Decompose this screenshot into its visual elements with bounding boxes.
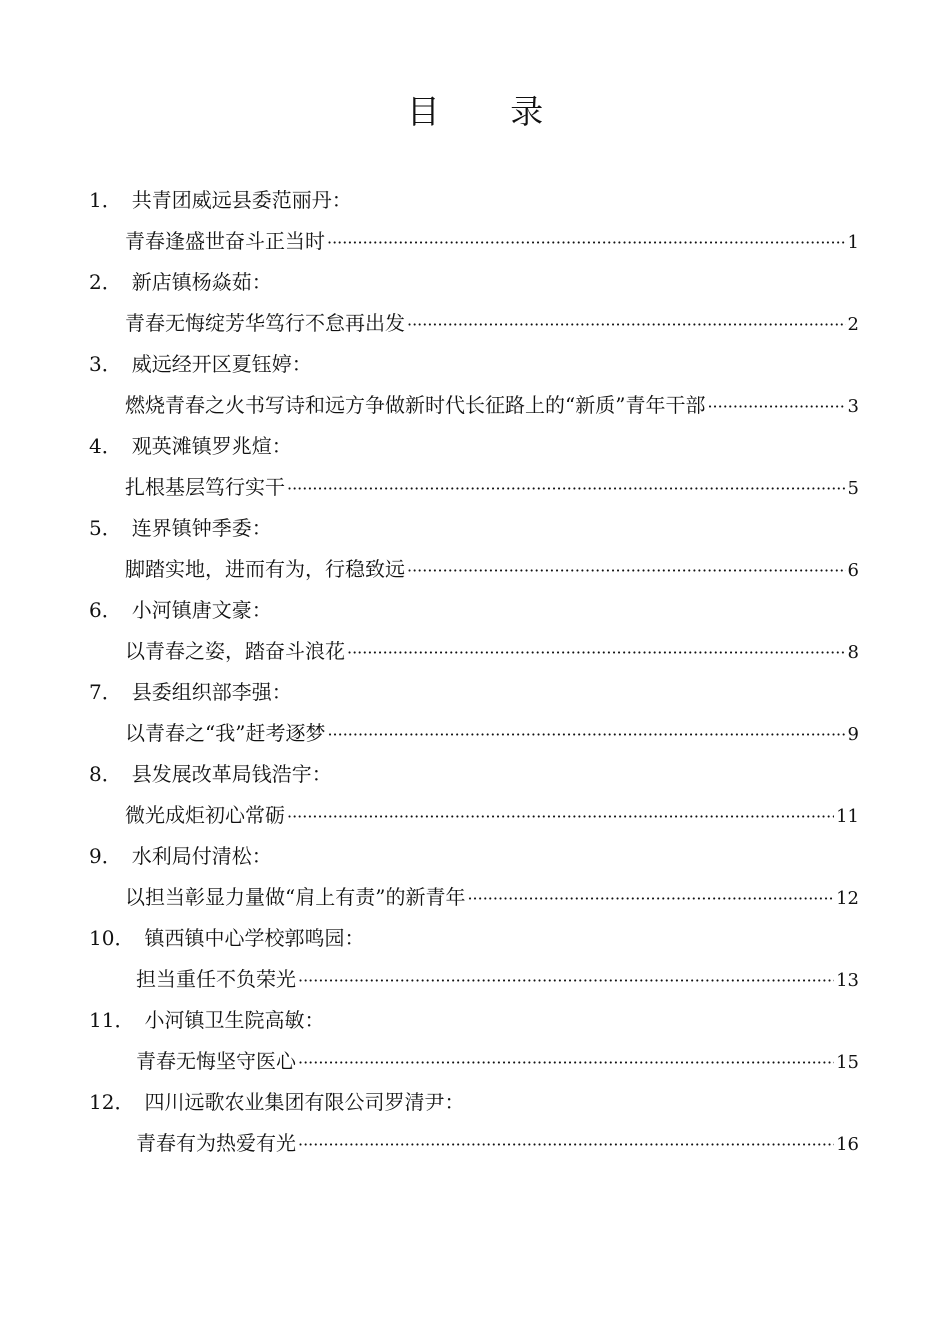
entry-title: 担当重任不负荣光	[136, 967, 296, 991]
entry-heading	[89, 1083, 464, 1121]
entry-heading	[89, 837, 272, 875]
entry-author: 四川远歌农业集团有限公司罗清尹：	[144, 1090, 465, 1114]
entry-title-line[interactable]	[136, 1124, 859, 1162]
dot-leader	[347, 634, 846, 672]
entry-title-line[interactable]	[136, 960, 859, 998]
entry-title: 以青春之“我”赶考逐梦	[125, 721, 326, 745]
dot-leader	[298, 1126, 834, 1164]
entry-heading	[89, 919, 364, 957]
entry-page-number: 15	[836, 1052, 859, 1073]
entry-number: 6．	[89, 598, 122, 622]
entry-title: 脚踏实地，进而有为，行稳致远	[125, 557, 405, 581]
toc-entry	[0, 673, 950, 755]
toc-entry	[0, 755, 950, 837]
entry-title: 以担当彰显力量做“肩上有责”的新青年	[125, 885, 466, 909]
entry-page-number: 12	[836, 888, 859, 909]
toc-entry	[0, 345, 950, 427]
entry-title-line[interactable]	[125, 714, 859, 752]
entry-page-number: 16	[836, 1134, 859, 1155]
entry-heading	[89, 427, 292, 465]
entry-author: 新店镇杨焱茹：	[131, 270, 272, 294]
dot-leader	[287, 798, 834, 836]
dot-leader	[327, 224, 846, 262]
dot-leader	[298, 1044, 834, 1082]
page-title: 目 录	[406, 92, 574, 131]
entry-page-number: 2	[847, 314, 859, 335]
entry-author: 观英滩镇罗兆煊：	[131, 434, 292, 458]
entry-title-line[interactable]	[125, 632, 859, 670]
entry-heading	[89, 755, 332, 793]
entry-title-line[interactable]	[125, 878, 859, 916]
entry-title: 以青春之姿，踏奋斗浪花	[125, 639, 345, 663]
dot-leader	[407, 306, 846, 344]
entry-number: 9．	[89, 844, 122, 868]
entry-title: 微光成炬初心常砺	[125, 803, 285, 827]
dot-leader	[467, 880, 834, 918]
toc-entry	[0, 263, 950, 345]
dot-leader	[287, 470, 846, 508]
entry-number: 10．	[89, 926, 135, 950]
entry-number: 2．	[89, 270, 122, 294]
toc-entry	[0, 837, 950, 919]
entry-author: 共青团威远县委范丽丹：	[131, 188, 352, 212]
entry-page-number: 9	[847, 724, 859, 745]
entry-heading	[89, 345, 312, 383]
entry-number: 3．	[89, 352, 122, 376]
entry-page-number: 3	[847, 396, 859, 417]
entry-page-number: 13	[836, 970, 859, 991]
entry-number: 11．	[89, 1008, 135, 1032]
entry-heading	[89, 1001, 324, 1039]
dot-leader	[707, 388, 845, 426]
entry-number: 1．	[89, 188, 122, 212]
entry-author: 小河镇唐文豪：	[131, 598, 272, 622]
entry-page-number: 8	[847, 642, 859, 663]
entry-title: 扎根基层笃行实干	[125, 475, 285, 499]
entry-title: 青春有为热爱有光	[136, 1131, 296, 1155]
toc-entry	[0, 1083, 950, 1165]
toc-entry	[0, 1001, 950, 1083]
entry-heading	[89, 591, 272, 629]
toc-entry	[0, 591, 950, 673]
entry-author: 连界镇钟季委：	[131, 516, 272, 540]
dot-leader	[327, 716, 845, 754]
entry-author: 镇西镇中心学校郭鸣园：	[144, 926, 365, 950]
entry-page-number: 5	[847, 478, 859, 499]
entry-number: 12．	[89, 1090, 135, 1114]
entry-title: 燃烧青春之火书写诗和远方争做新时代长征路上的“新质”青年干部	[125, 393, 706, 417]
entry-number: 4．	[89, 434, 122, 458]
entry-title: 青春逢盛世奋斗正当时	[125, 229, 325, 253]
entry-title-line[interactable]	[125, 222, 859, 260]
entry-author: 小河镇卫生院高敏：	[144, 1008, 325, 1032]
entry-author: 威远经开区夏钰婷：	[131, 352, 312, 376]
toc-entry	[0, 427, 950, 509]
toc-list	[0, 181, 950, 1165]
entry-title-line[interactable]	[125, 468, 859, 506]
entry-author: 县委组织部李强：	[131, 680, 292, 704]
entry-title-line[interactable]	[125, 304, 859, 342]
entry-title-line[interactable]	[125, 550, 859, 588]
entry-heading	[89, 673, 292, 711]
toc-entry	[0, 181, 950, 263]
entry-title-line[interactable]	[125, 386, 859, 424]
toc-entry	[0, 919, 950, 1001]
entry-page-number: 1	[847, 232, 859, 253]
entry-page-number: 6	[847, 560, 859, 581]
entry-title-line[interactable]	[136, 1042, 859, 1080]
entry-author: 县发展改革局钱浩宇：	[131, 762, 332, 786]
entry-number: 8．	[89, 762, 122, 786]
entry-title-line[interactable]	[125, 796, 859, 834]
dot-leader	[407, 552, 846, 590]
entry-author: 水利局付清松：	[131, 844, 272, 868]
entry-heading	[89, 263, 272, 301]
entry-title: 青春无悔坚守医心	[136, 1049, 296, 1073]
entry-title: 青春无悔绽芳华笃行不怠再出发	[125, 311, 405, 335]
entry-heading	[89, 509, 272, 547]
dot-leader	[298, 962, 834, 1000]
entry-number: 5．	[89, 516, 122, 540]
entry-heading	[89, 181, 352, 219]
toc-entry	[0, 509, 950, 591]
entry-number: 7．	[89, 680, 122, 704]
entry-page-number: 11	[836, 806, 859, 827]
